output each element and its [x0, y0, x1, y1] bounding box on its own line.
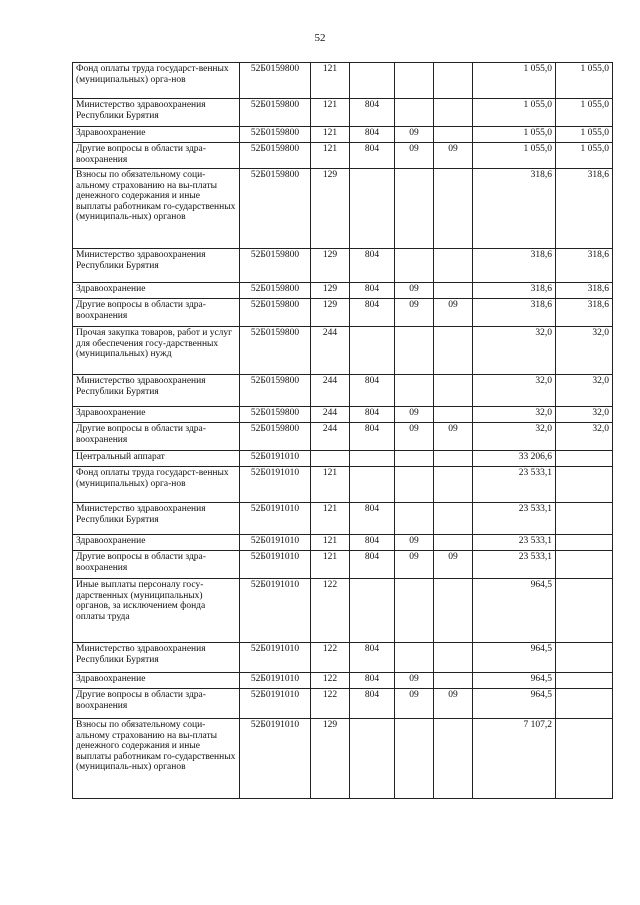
- table-row: [73, 299, 613, 327]
- budget-table: [72, 62, 613, 799]
- cell-target-article: 52Б0191010: [240, 551, 311, 579]
- cell-subsection: [434, 503, 473, 535]
- cell-amount: 1 055,0: [473, 127, 556, 143]
- cell-name: Взносы по обязательному соци-альному страхованию на вы-платы денежного содержания и иные выплаты работникам го-сударственных (муниципаль-ных) органов: [73, 719, 240, 799]
- cell-amount-2: 1 055,0: [556, 99, 613, 127]
- cell-amount: 7 107,2: [473, 719, 556, 799]
- cell-target-article: 52Б0159800: [240, 143, 311, 169]
- table-row: [73, 689, 613, 719]
- cell-name: Министерство здравоохранения Республики Бурятия: [73, 503, 240, 535]
- cell-section: [395, 579, 434, 643]
- cell-target-article: 52Б0191010: [240, 719, 311, 799]
- cell-budget-admin: 804: [350, 299, 395, 327]
- cell-target-article: 52Б0159800: [240, 299, 311, 327]
- cell-amount: 32,0: [473, 407, 556, 423]
- cell-amount-2: [556, 535, 613, 551]
- cell-subsection: 09: [434, 551, 473, 579]
- cell-target-article: 52Б0159800: [240, 63, 311, 99]
- cell-expense-type: 129: [311, 249, 350, 283]
- cell-amount: 964,5: [473, 689, 556, 719]
- table-row: [73, 467, 613, 503]
- cell-amount: 318,6: [473, 169, 556, 249]
- cell-budget-admin: 804: [350, 283, 395, 299]
- cell-name: Здравоохранение: [73, 127, 240, 143]
- cell-name: Министерство здравоохранения Республики Бурятия: [73, 643, 240, 673]
- cell-section: [395, 451, 434, 467]
- cell-amount-2: [556, 689, 613, 719]
- cell-target-article: 52Б0159800: [240, 283, 311, 299]
- table-row: [73, 579, 613, 643]
- cell-subsection: [434, 375, 473, 407]
- cell-budget-admin: 804: [350, 643, 395, 673]
- cell-name: Другие вопросы в области здра-воохранения: [73, 551, 240, 579]
- cell-amount-2: 318,6: [556, 169, 613, 249]
- cell-expense-type: 121: [311, 467, 350, 503]
- cell-budget-admin: 804: [350, 127, 395, 143]
- cell-amount-2: [556, 643, 613, 673]
- cell-budget-admin: 804: [350, 689, 395, 719]
- cell-name: Здравоохранение: [73, 673, 240, 689]
- cell-amount: 32,0: [473, 375, 556, 407]
- cell-expense-type: [311, 451, 350, 467]
- cell-budget-admin: 804: [350, 535, 395, 551]
- cell-subsection: [434, 169, 473, 249]
- cell-subsection: [434, 249, 473, 283]
- cell-amount: 964,5: [473, 673, 556, 689]
- cell-target-article: 52Б0159800: [240, 99, 311, 127]
- cell-section: [395, 467, 434, 503]
- cell-section: 09: [395, 283, 434, 299]
- table-row: [73, 127, 613, 143]
- cell-subsection: [434, 127, 473, 143]
- cell-subsection: [434, 407, 473, 423]
- cell-budget-admin: 804: [350, 375, 395, 407]
- cell-amount-2: 32,0: [556, 375, 613, 407]
- cell-amount: 23 533,1: [473, 467, 556, 503]
- cell-amount: 33 206,6: [473, 451, 556, 467]
- table-row: [73, 407, 613, 423]
- cell-amount: 1 055,0: [473, 99, 556, 127]
- cell-section: [395, 249, 434, 283]
- cell-section: 09: [395, 551, 434, 579]
- cell-section: [395, 63, 434, 99]
- cell-name: Здравоохранение: [73, 535, 240, 551]
- cell-amount: 23 533,1: [473, 551, 556, 579]
- cell-section: 09: [395, 423, 434, 451]
- cell-amount-2: 32,0: [556, 423, 613, 451]
- cell-section: 09: [395, 299, 434, 327]
- cell-section: [395, 327, 434, 375]
- cell-budget-admin: [350, 719, 395, 799]
- table-body: [73, 63, 613, 799]
- cell-amount: 1 055,0: [473, 143, 556, 169]
- cell-amount-2: [556, 551, 613, 579]
- cell-budget-admin: [350, 451, 395, 467]
- cell-target-article: 52Б0191010: [240, 467, 311, 503]
- cell-section: 09: [395, 127, 434, 143]
- cell-target-article: 52Б0159800: [240, 407, 311, 423]
- cell-target-article: 52Б0191010: [240, 643, 311, 673]
- cell-amount-2: 32,0: [556, 407, 613, 423]
- cell-amount: 318,6: [473, 299, 556, 327]
- cell-expense-type: 129: [311, 283, 350, 299]
- cell-amount-2: [556, 719, 613, 799]
- cell-expense-type: 121: [311, 551, 350, 579]
- cell-amount-2: [556, 503, 613, 535]
- cell-amount: 318,6: [473, 283, 556, 299]
- cell-budget-admin: 804: [350, 143, 395, 169]
- cell-subsection: [434, 327, 473, 375]
- table-row: [73, 283, 613, 299]
- cell-subsection: [434, 451, 473, 467]
- table-row: [73, 169, 613, 249]
- cell-amount-2: 1 055,0: [556, 127, 613, 143]
- cell-amount: 318,6: [473, 249, 556, 283]
- cell-target-article: 52Б0159800: [240, 169, 311, 249]
- cell-subsection: 09: [434, 689, 473, 719]
- cell-amount: 32,0: [473, 423, 556, 451]
- cell-section: [395, 643, 434, 673]
- cell-name: Прочая закупка товаров, работ и услуг для обеспечения госу-дарственных (муниципальных) нужд: [73, 327, 240, 375]
- table-row: [73, 63, 613, 99]
- cell-budget-admin: [350, 63, 395, 99]
- table-row: [73, 249, 613, 283]
- cell-name: Министерство здравоохранения Республики Бурятия: [73, 99, 240, 127]
- cell-subsection: 09: [434, 299, 473, 327]
- cell-expense-type: 122: [311, 643, 350, 673]
- table-row: [73, 327, 613, 375]
- cell-amount-2: 318,6: [556, 249, 613, 283]
- cell-amount: 23 533,1: [473, 503, 556, 535]
- table-row: [73, 143, 613, 169]
- cell-target-article: 52Б0159800: [240, 249, 311, 283]
- cell-subsection: 09: [434, 143, 473, 169]
- cell-budget-admin: 804: [350, 99, 395, 127]
- cell-section: [395, 375, 434, 407]
- cell-subsection: [434, 579, 473, 643]
- cell-expense-type: 129: [311, 299, 350, 327]
- cell-name: Другие вопросы в области здра-воохранения: [73, 423, 240, 451]
- cell-target-article: 52Б0159800: [240, 327, 311, 375]
- table-row: [73, 503, 613, 535]
- cell-section: [395, 503, 434, 535]
- cell-amount: 964,5: [473, 643, 556, 673]
- cell-budget-admin: 804: [350, 673, 395, 689]
- cell-expense-type: 122: [311, 673, 350, 689]
- cell-name: Взносы по обязательному соци-альному страхованию на вы-платы денежного содержания и иные выплаты работникам го-сударственных (муниципаль-ных) органов: [73, 169, 240, 249]
- cell-section: 09: [395, 535, 434, 551]
- cell-name: Министерство здравоохранения Республики Бурятия: [73, 249, 240, 283]
- cell-expense-type: 244: [311, 423, 350, 451]
- cell-target-article: 52Б0191010: [240, 689, 311, 719]
- cell-expense-type: 121: [311, 143, 350, 169]
- cell-amount: 32,0: [473, 327, 556, 375]
- table-row: [73, 99, 613, 127]
- cell-subsection: [434, 99, 473, 127]
- cell-target-article: 52Б0191010: [240, 503, 311, 535]
- cell-name: Здравоохранение: [73, 407, 240, 423]
- cell-amount: 964,5: [473, 579, 556, 643]
- cell-amount-2: [556, 467, 613, 503]
- cell-budget-admin: [350, 169, 395, 249]
- cell-subsection: [434, 535, 473, 551]
- table-row: [73, 643, 613, 673]
- cell-subsection: [434, 283, 473, 299]
- cell-budget-admin: 804: [350, 249, 395, 283]
- cell-expense-type: 244: [311, 375, 350, 407]
- cell-subsection: [434, 719, 473, 799]
- cell-name: Другие вопросы в области здра-воохранения: [73, 299, 240, 327]
- table-row: [73, 535, 613, 551]
- cell-budget-admin: [350, 579, 395, 643]
- cell-expense-type: 121: [311, 99, 350, 127]
- cell-amount-2: [556, 673, 613, 689]
- cell-budget-admin: 804: [350, 423, 395, 451]
- cell-name: Здравоохранение: [73, 283, 240, 299]
- cell-expense-type: 129: [311, 169, 350, 249]
- cell-name: Фонд оплаты труда государст-венных (муниципальных) орга-нов: [73, 63, 240, 99]
- cell-expense-type: 122: [311, 579, 350, 643]
- cell-expense-type: 122: [311, 689, 350, 719]
- cell-budget-admin: [350, 467, 395, 503]
- cell-section: [395, 99, 434, 127]
- table-row: [73, 719, 613, 799]
- cell-budget-admin: [350, 327, 395, 375]
- cell-subsection: [434, 467, 473, 503]
- cell-amount-2: [556, 451, 613, 467]
- cell-name: Другие вопросы в области здра-воохранения: [73, 143, 240, 169]
- cell-section: [395, 719, 434, 799]
- cell-amount-2: 318,6: [556, 299, 613, 327]
- cell-section: 09: [395, 407, 434, 423]
- cell-subsection: [434, 643, 473, 673]
- cell-name: Иные выплаты персоналу госу-дарственных (муниципальных) органов, за исключением фонда оплаты труда: [73, 579, 240, 643]
- cell-budget-admin: 804: [350, 503, 395, 535]
- cell-expense-type: 244: [311, 407, 350, 423]
- cell-expense-type: 121: [311, 63, 350, 99]
- cell-budget-admin: 804: [350, 407, 395, 423]
- cell-expense-type: 244: [311, 327, 350, 375]
- cell-name: Центральный аппарат: [73, 451, 240, 467]
- cell-subsection: [434, 673, 473, 689]
- table-row: [73, 375, 613, 407]
- cell-name: Фонд оплаты труда государст-венных (муниципальных) орга-нов: [73, 467, 240, 503]
- cell-target-article: 52Б0191010: [240, 673, 311, 689]
- cell-subsection: [434, 63, 473, 99]
- cell-section: 09: [395, 143, 434, 169]
- table-row: [73, 673, 613, 689]
- cell-expense-type: 129: [311, 719, 350, 799]
- cell-budget-admin: 804: [350, 551, 395, 579]
- cell-expense-type: 121: [311, 535, 350, 551]
- cell-target-article: 52Б0191010: [240, 451, 311, 467]
- cell-target-article: 52Б0191010: [240, 579, 311, 643]
- cell-name: Министерство здравоохранения Республики Бурятия: [73, 375, 240, 407]
- cell-section: [395, 169, 434, 249]
- cell-amount-2: 32,0: [556, 327, 613, 375]
- table-row: [73, 451, 613, 467]
- cell-amount-2: 1 055,0: [556, 63, 613, 99]
- cell-subsection: 09: [434, 423, 473, 451]
- cell-amount-2: 1 055,0: [556, 143, 613, 169]
- cell-target-article: 52Б0159800: [240, 375, 311, 407]
- cell-amount-2: [556, 579, 613, 643]
- cell-target-article: 52Б0159800: [240, 127, 311, 143]
- table-row: [73, 423, 613, 451]
- cell-section: 09: [395, 673, 434, 689]
- cell-section: 09: [395, 689, 434, 719]
- table-row: [73, 551, 613, 579]
- cell-target-article: 52Б0159800: [240, 423, 311, 451]
- cell-amount: 1 055,0: [473, 63, 556, 99]
- cell-expense-type: 121: [311, 127, 350, 143]
- cell-expense-type: 121: [311, 503, 350, 535]
- cell-amount: 23 533,1: [473, 535, 556, 551]
- cell-amount-2: 318,6: [556, 283, 613, 299]
- cell-name: Другие вопросы в области здра-воохранения: [73, 689, 240, 719]
- page-number: 52: [314, 32, 326, 44]
- cell-target-article: 52Б0191010: [240, 535, 311, 551]
